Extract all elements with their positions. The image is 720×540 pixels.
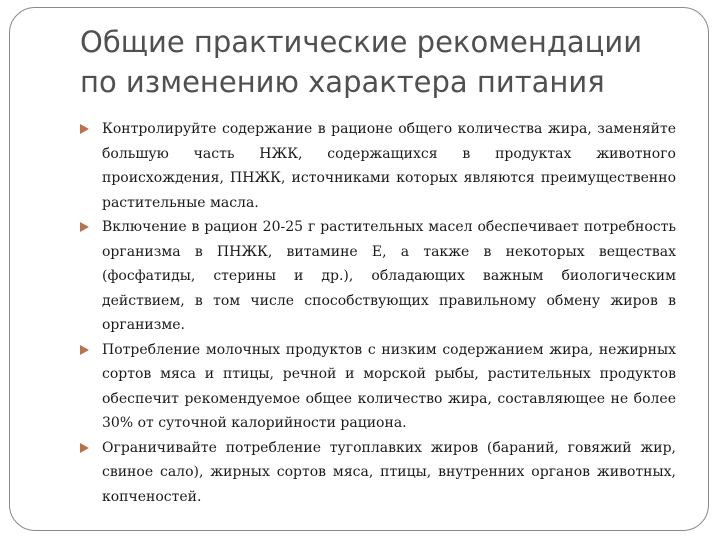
triangle-bullet-icon xyxy=(80,222,89,232)
bullet-text: Включение в рацион 20-25 г растительных масел обеспечивает потребность организма в ПНЖК, витамине Е, а также в некоторых веществах (фосфатиды, стерины и др.), обладающих важным биологическим действием, в том числе способствующих правильному обмену жиров в организме. xyxy=(102,219,676,333)
bullet-text: Контролируйте содержание в рационе общего количества жира, заменяйте большую часть НЖК, содержащихся в продуктах животного происхождения, ПНЖК, источниками которых являются преимущественно растительные масла. xyxy=(102,121,676,211)
title-line-1: Общие практические рекомендации xyxy=(80,25,643,59)
bullet-item xyxy=(80,215,676,338)
bullet-text: Ограничивайте потребление тугоплавких жиров (бараний, говяжий жир, свиное сало), жирных сортов мяса, птицы, внутренних органов животных, копченостей. xyxy=(102,439,676,505)
triangle-bullet-icon xyxy=(80,124,89,134)
bullet-text: Потребление молочных продуктов с низким содержанием жира, нежирных сортов мяса и птицы, речной и морской рыбы, растительных продуктов обеспечит рекомендуемое общее количество жира, составляющее не более 30% от суточной калорийности рациона. xyxy=(102,341,676,431)
bullet-item xyxy=(80,117,676,215)
bullet-list xyxy=(80,117,676,509)
bullet-item xyxy=(80,338,676,436)
bullet-item xyxy=(80,436,676,510)
title-line-2: по изменению характера питания xyxy=(80,65,605,99)
slide-title xyxy=(80,22,690,102)
triangle-bullet-icon xyxy=(80,345,89,355)
triangle-bullet-icon xyxy=(80,443,89,453)
